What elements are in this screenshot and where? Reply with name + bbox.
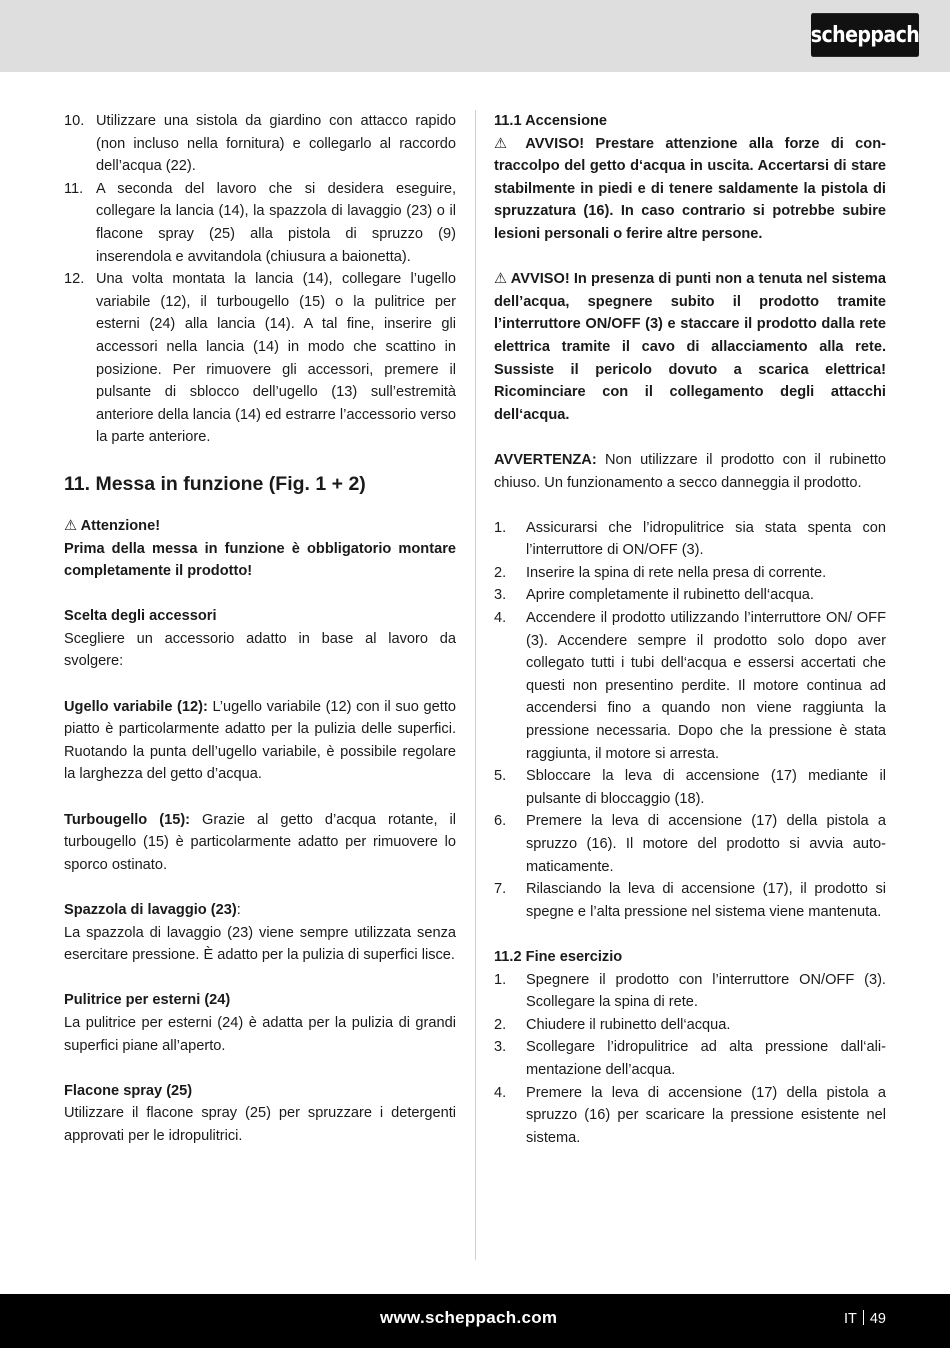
- list-item: [494, 1014, 886, 1037]
- list-item: [64, 110, 456, 178]
- header-bar: [0, 0, 950, 72]
- avvertenza-paragraph: [494, 449, 886, 494]
- page-number: 49: [869, 1311, 886, 1327]
- list-item-number: 2.: [494, 564, 507, 581]
- list-item-number: 4.: [494, 1084, 507, 1101]
- list-item-text: Premere la leva di accensione (17) della pistola a spruzzo (16). Il motore del prodotto si avvia automaticamente.: [526, 813, 886, 875]
- ugello-label: Ugello variabile (12):: [64, 698, 208, 715]
- attention-heading-text: Attenzione!: [80, 517, 161, 534]
- warning-text-1: AVVISO! Prestare attenzione alla forze di contraccolpo del getto d‘acqua in uscita. Accertarsi di stare stabilmente in piedi e di tenere saldamente la pistola di spruzzatura (16). In caso contrario si potrebbe subire lesioni personali o ferire altre persone.: [494, 135, 886, 242]
- list-item-number: 3.: [494, 1039, 507, 1056]
- spazzola-text: La spazzola di lavaggio (23) viene sempre utilizzata senza esercitare pressione. È adatto per la pulizia di superfici lisce.: [64, 924, 456, 964]
- footer-page-indicator: [844, 1308, 886, 1330]
- list-item-number: 1.: [494, 519, 507, 536]
- list-item-text: Rilasciando la leva di accensione (17), il prodotto si spegne e l’alta pressione nel sistema viene mantenuta.: [526, 881, 886, 920]
- warning-paragraph-1: [494, 133, 886, 246]
- startup-steps-list: [494, 517, 886, 924]
- list-item-text: Premere la leva di accensione (17) della pistola a spruzzo (16) per scaricare la pressione esistente nel sistema.: [526, 1084, 886, 1146]
- list-item-number: 7.: [494, 881, 507, 898]
- avvertenza-label: AVVERTENZA:: [494, 451, 597, 468]
- list-item-number: 11.: [64, 180, 84, 197]
- right-column: [494, 110, 886, 1149]
- list-item-text: Assicurarsi che l’idropulitrice sia stata spenta con l’interruttore di ON/OFF (3).: [526, 519, 886, 559]
- spazzola-colon: :: [236, 902, 241, 918]
- list-item: [64, 268, 456, 449]
- list-item-number: 6.: [494, 813, 507, 830]
- list-item: [494, 810, 886, 878]
- list-item-number: 2.: [494, 1016, 507, 1033]
- list-item: [494, 765, 886, 810]
- list-item-text: Inserire la spina di rete nella presa di corrente.: [526, 564, 827, 581]
- footer-website-link[interactable]: www.scheppach.com: [380, 1308, 558, 1327]
- list-item-number: 10.: [64, 113, 85, 129]
- attention-text: Prima della messa in funzione è obbligatorio montare completamente il prodotto!: [64, 540, 456, 580]
- pulitrice-text: La pulitrice per esterni (24) è adatta per la pulizia di grandi superfici piane all’aperto.: [64, 1014, 456, 1054]
- scheppach-logo: scheppach: [811, 13, 919, 57]
- list-item-text: Chiudere il rubinetto dell‘acqua.: [526, 1016, 731, 1033]
- list-item-text: A seconda del lavoro che si desidera eseguire, collegare la lancia (14), la spazzola di lavaggio (23) o il flacone spray (25) alla pistola di spruzzo (9) inserendola e avvitandola (chiusura a baionetta).: [96, 180, 456, 265]
- spazzola-heading: [64, 899, 456, 922]
- accessories-heading: Scelta degli accessori: [64, 608, 217, 625]
- list-item-text: Una volta montata la lancia (14), collegare l’ugello variabile (12), il turbougello (15) o la pulitrice per esterni (24) alla lancia (14). A tal fine, inserire gli accessori nella lancia (14) in modo che scattino in posizione. Per rimuovere gli accessori, premere il pulsante di sblocco dell’ugello (13) sull’estremità anteriore della lancia (14) ed estrarre l’accessorio verso la parte anteriore.: [96, 271, 456, 446]
- ugello-text: L’ugello variabile (12) con il suo getto piatto è particolarmente adatto per la pulizia delle superfici. Ruotando la punta dell’ugello variabile, è possibile regolare la larghezza del getto d’acqua.: [64, 698, 456, 783]
- list-item: [494, 562, 886, 585]
- list-item-number: 4.: [494, 610, 507, 627]
- spazzola-label: Spazzola di lavaggio (23): [64, 902, 237, 918]
- list-item: [494, 584, 886, 607]
- accessories-text: Scegliere un accessorio adatto in base al lavoro da svolgere:: [64, 630, 456, 670]
- list-item-text: Aprire completamente il rubinetto dell‘acqua.: [526, 587, 814, 604]
- section-title: 11. Messa in funzione (Fig. 1 + 2): [64, 472, 366, 495]
- flacone-heading: Flacone spray (25): [64, 1082, 193, 1099]
- turbo-text: Grazie al getto d’acqua rotante, il turbougello (15) è particolarmente adatto per rimuovere lo sporco ostinato.: [64, 811, 456, 873]
- ugello-paragraph: [64, 696, 456, 786]
- list-item: [494, 1036, 886, 1081]
- list-item: [494, 878, 886, 923]
- flacone-text: Utilizzare il flacone spray (25) per spruzzare i detergenti approvati per le idropulitrici.: [64, 1105, 456, 1144]
- attention-heading: [64, 515, 456, 538]
- pulitrice-heading: Pulitrice per esterni (24): [64, 992, 231, 1009]
- list-item: [64, 178, 456, 268]
- list-item-number: 5.: [494, 768, 507, 785]
- warning-icon: ⚠: [64, 517, 78, 534]
- assembly-steps-list: [64, 110, 456, 449]
- avvertenza-text: Non utilizzare il prodotto con il rubinetto chiuso. Un funzionamento a secco danneggia il prodotto.: [494, 451, 886, 491]
- language-code: IT: [843, 1311, 857, 1327]
- warning-paragraph-2: [494, 268, 886, 426]
- left-column: [64, 110, 456, 1148]
- list-item: [494, 969, 886, 1014]
- list-item-text: Utilizzare una sistola da giardino con attacco rapido (non incluso nella fornitura) e collegarlo al raccordo dell’acqua (22).: [96, 113, 456, 175]
- list-item-number: 12.: [64, 271, 85, 288]
- turbo-paragraph: [64, 809, 456, 877]
- subsection-title-fine-esercizio: 11.2 Fine esercizio: [494, 948, 623, 965]
- list-item: [494, 517, 886, 562]
- list-item: [494, 607, 886, 765]
- list-item-number: 3.: [494, 587, 507, 604]
- warning-text-2: AVVISO! In presenza di punti non a tenuta nel sistema dell’acqua, spegnere subito il prodotto tramite l’interruttore ON/OFF (3) e staccare il prodotto dalla rete elettrica tramite il cavo di allacciamento alla rete. Sussiste il pericolo dovuto a scarica elettrica! Ricominciare con il collegamento degli attacchi dell‘acqua.: [494, 271, 886, 423]
- subsection-title-accensione: 11.1 Accensione: [494, 113, 608, 129]
- turbo-label: Turbougello (15):: [64, 811, 191, 828]
- list-item-text: Scollegare l’idropulitrice ad alta pressione dall‘alimentazione dell’acqua.: [526, 1039, 886, 1078]
- warning-icon: ⚠: [494, 135, 515, 152]
- list-item-text: Spegnere il prodotto con l’interruttore ON/OFF (3). Scollegare la spina di rete.: [526, 971, 886, 1011]
- column-divider: [475, 110, 476, 1260]
- list-item-text: Accendere il prodotto utilizzando l’interruttore ON/ OFF (3). Accendere sempre il prodotto solo dopo aver collegato tutti i tubi dell‘acqua e essersi accertati che questi non presentino perdite. Il motore continua ad accendersi fino a quando non viene raggiunta la pressione necessaria. Dopo che la pressione è stata raggiunta, il motore si arresta.: [526, 610, 886, 762]
- list-item: [494, 1082, 886, 1150]
- list-item-number: 1.: [494, 971, 507, 988]
- footer-separator: [863, 1310, 864, 1325]
- shutdown-steps-list: [494, 969, 886, 1150]
- list-item-text: Sbloccare la leva di accensione (17) mediante il pulsante di bloccaggio (18).: [526, 768, 886, 807]
- warning-icon: ⚠: [494, 271, 508, 288]
